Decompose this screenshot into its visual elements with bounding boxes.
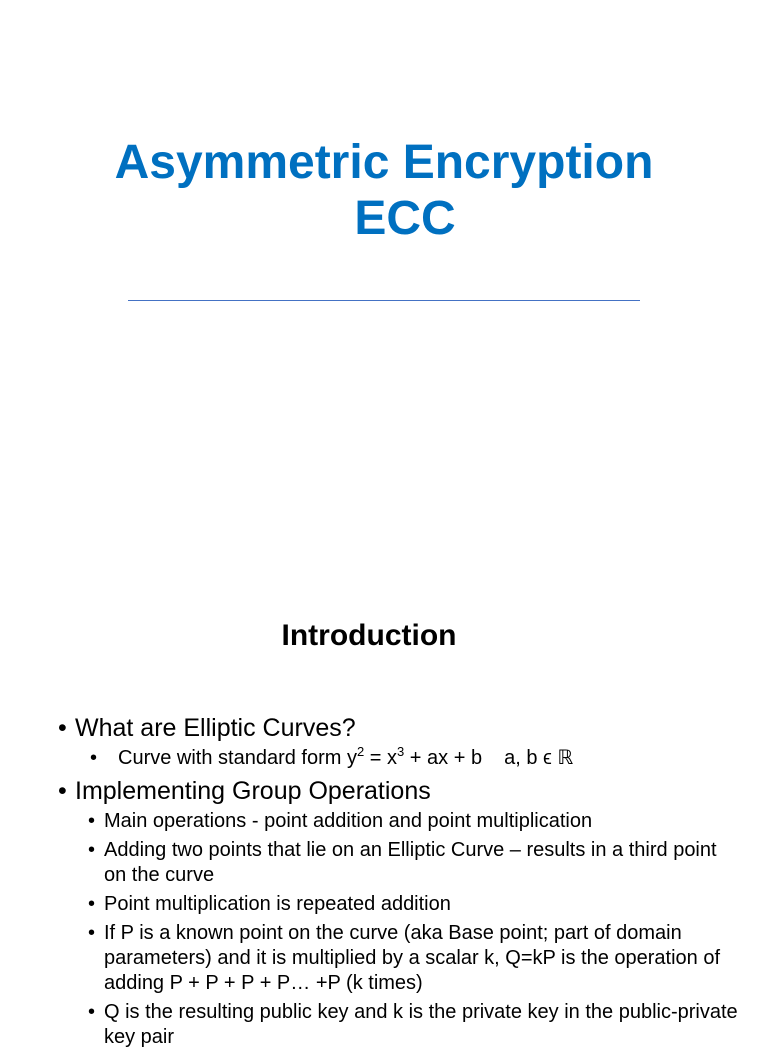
bullet-icon: • xyxy=(88,893,96,915)
title-divider xyxy=(128,300,640,301)
bullet-icon: • xyxy=(88,922,96,944)
title-line-2: ECC xyxy=(354,192,456,245)
bullet-text: What are Elliptic Curves? xyxy=(75,714,356,742)
section-heading: Introduction xyxy=(281,619,457,652)
sub-bullet-text: Point multiplication is repeated addition xyxy=(104,893,451,915)
bullet-icon: • xyxy=(90,747,98,769)
exponent-y: 2 xyxy=(356,744,365,759)
sub-bullet-public-private-key xyxy=(58,1000,738,1050)
bullet-text: Implementing Group Operations xyxy=(75,777,431,805)
sub-bullet-text: Main operations - point addition and point multiplication xyxy=(104,810,593,832)
sub-bullet-text: If P is a known point on the curve (aka Base point; part of domain parameters) and it is multiplied by a scalar k, Q=kP is the operation of adding P + P + P + P… +P (k times) xyxy=(104,922,721,994)
exponent-x: 3 xyxy=(397,744,405,759)
curve-domain: a, b ϵ ℝ xyxy=(504,747,574,769)
slide-title xyxy=(0,135,768,247)
sub-bullet-base-point xyxy=(58,921,738,996)
sub-bullet-curve-form xyxy=(58,746,738,771)
bullet-icon: • xyxy=(58,777,67,805)
sub-bullet-adding-two-points xyxy=(58,838,738,888)
bullet-implementing-group-operations xyxy=(58,775,738,807)
bullet-what-are-elliptic-curves xyxy=(58,712,738,744)
title-line-1: Asymmetric Encryption xyxy=(114,136,654,189)
bullet-icon: • xyxy=(88,839,96,861)
bullet-icon: • xyxy=(88,810,96,832)
curve-form-mid: = x xyxy=(364,747,398,769)
sub-bullet-text: Adding two points that lie on an Elliptic Curve – results in a third point on the curve xyxy=(104,839,717,886)
curve-form-prefix: Curve with standard form y xyxy=(118,747,357,769)
sub-bullet-main-operations xyxy=(58,809,738,834)
bullet-list xyxy=(58,712,738,1054)
sub-bullet-text: Q is the resulting public key and k is the private key in the public-private key pair xyxy=(104,1001,738,1048)
curve-form-tail: + ax + b xyxy=(404,747,483,769)
bullet-icon: • xyxy=(58,714,67,742)
bullet-icon: • xyxy=(88,1001,96,1023)
sub-bullet-point-multiplication xyxy=(58,892,738,917)
